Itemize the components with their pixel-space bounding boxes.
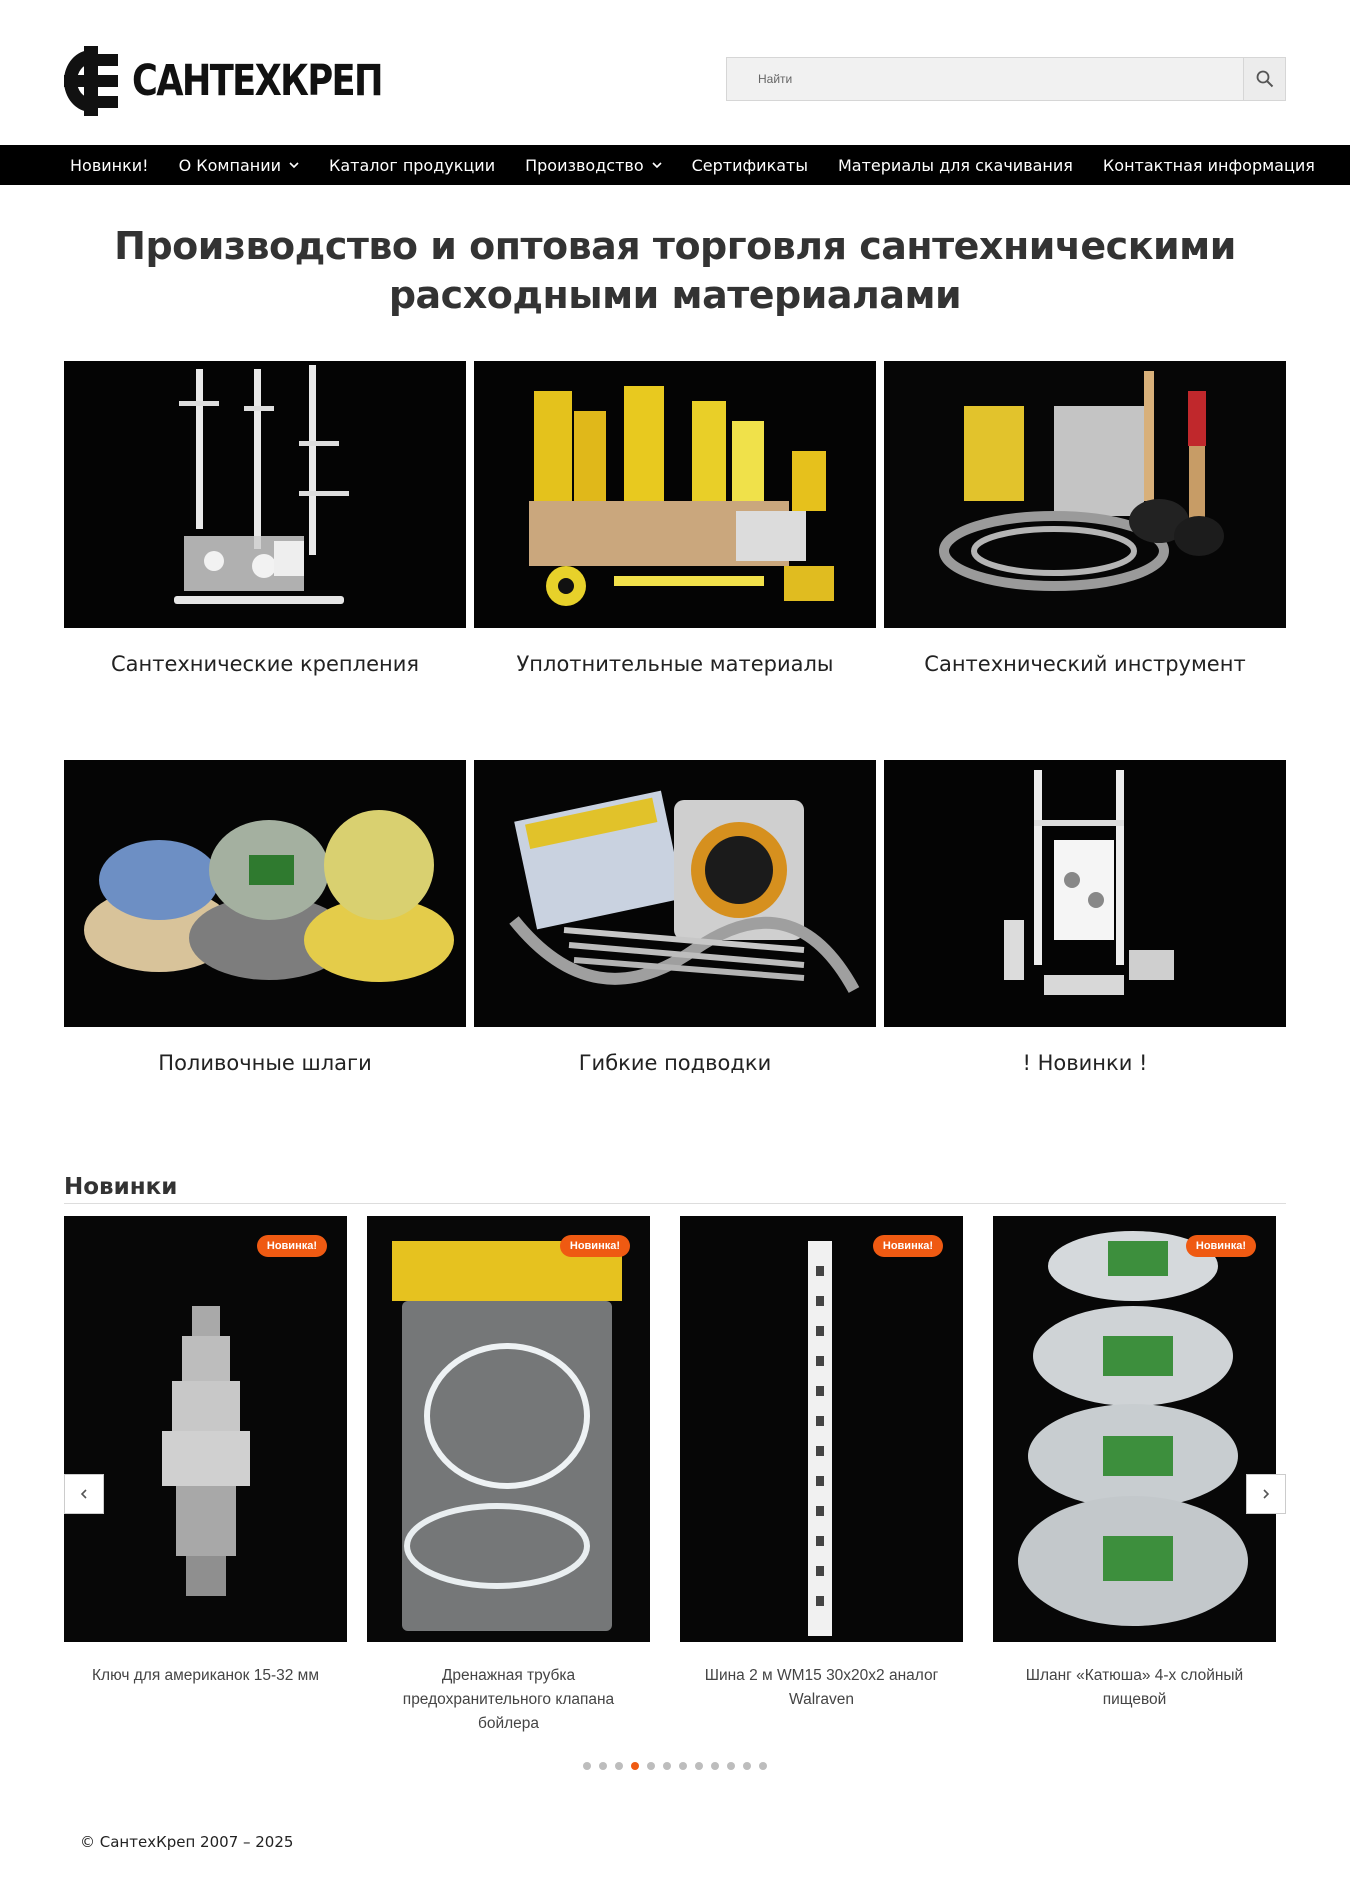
category-card[interactable] xyxy=(64,361,466,676)
carousel-dot[interactable] xyxy=(695,1762,703,1770)
new-badge: Новинка! xyxy=(873,1235,943,1257)
carousel-prev-button[interactable] xyxy=(64,1474,104,1514)
carousel-dot[interactable] xyxy=(663,1762,671,1770)
product-card[interactable] xyxy=(367,1216,650,1736)
nav-item-certificates[interactable]: Сертификаты xyxy=(691,155,808,175)
carousel-dot[interactable] xyxy=(727,1762,735,1770)
product-name[interactable]: Шланг «Катюша» 4-х слойный пищевой xyxy=(1025,1667,1244,1708)
product-image[interactable] xyxy=(64,1216,347,1642)
category-image-tools[interactable] xyxy=(884,361,1286,628)
footer-copyright: © СантехКреп 2007 – 2025 xyxy=(80,1833,294,1851)
category-card[interactable] xyxy=(884,760,1286,1075)
page-title: Производство и оптовая торговля сантехническими расходными материалами xyxy=(114,224,1236,317)
product-card[interactable] xyxy=(680,1216,963,1712)
carousel-dot[interactable] xyxy=(711,1762,719,1770)
brand-name: САНТЕХКРЕП xyxy=(132,56,382,106)
nav-item-novelties[interactable]: Новинки! xyxy=(70,155,149,175)
category-label[interactable]: Сантехнический инструмент xyxy=(924,652,1246,676)
category-card[interactable] xyxy=(474,760,876,1075)
category-card[interactable] xyxy=(884,361,1286,676)
nav-item-downloads[interactable]: Материалы для скачивания xyxy=(838,155,1073,175)
category-image-sealants[interactable] xyxy=(474,361,876,628)
carousel-dot[interactable] xyxy=(759,1762,767,1770)
product-image[interactable] xyxy=(367,1216,650,1642)
carousel-dot[interactable] xyxy=(679,1762,687,1770)
carousel-dot[interactable] xyxy=(615,1762,623,1770)
category-card[interactable] xyxy=(64,760,466,1075)
nav-item-catalog[interactable]: Каталог продукции xyxy=(329,155,496,175)
search-icon xyxy=(1256,70,1274,88)
category-card[interactable] xyxy=(474,361,876,676)
carousel-dot[interactable] xyxy=(583,1762,591,1770)
chevron-right-icon xyxy=(1260,1488,1272,1500)
product-image[interactable] xyxy=(993,1216,1276,1642)
new-badge: Новинка! xyxy=(1186,1235,1256,1257)
santehkrep-logo-icon xyxy=(64,46,118,116)
chevron-down-icon xyxy=(652,160,662,170)
nav-item-contacts[interactable]: Контактная информация xyxy=(1102,155,1315,175)
carousel-dot[interactable] xyxy=(631,1762,639,1770)
new-badge: Новинка! xyxy=(560,1235,630,1257)
search-bar xyxy=(726,57,1286,101)
category-image-flexible-hoses[interactable] xyxy=(474,760,876,1027)
product-card[interactable] xyxy=(64,1216,347,1688)
category-label[interactable]: Сантехнические крепления xyxy=(110,652,420,676)
product-name[interactable]: Шина 2 м WM15 30x20x2 аналог Walraven xyxy=(704,1667,939,1708)
category-label[interactable]: Гибкие подводки xyxy=(578,1051,772,1075)
new-badge: Новинка! xyxy=(257,1235,327,1257)
product-image[interactable] xyxy=(680,1216,963,1642)
carousel-pagination xyxy=(583,1762,775,1770)
product-name[interactable]: Ключ для американок 15-32 мм xyxy=(92,1667,319,1684)
site-header xyxy=(0,0,1350,145)
carousel-next-button[interactable] xyxy=(1246,1474,1286,1514)
main-nav xyxy=(0,145,1350,185)
category-label[interactable]: Уплотнительные материалы xyxy=(516,652,834,676)
search-input[interactable] xyxy=(727,58,1243,100)
section-title: Новинки xyxy=(64,1174,178,1200)
nav-item-about[interactable]: О Компании xyxy=(179,156,299,175)
nav-item-production[interactable]: Производство xyxy=(525,156,662,175)
chevron-left-icon xyxy=(78,1488,90,1500)
product-card[interactable] xyxy=(993,1216,1276,1712)
carousel-dot[interactable] xyxy=(647,1762,655,1770)
category-label[interactable]: Поливочные шлаги xyxy=(158,1051,372,1075)
carousel-dot[interactable] xyxy=(599,1762,607,1770)
category-label[interactable]: ! Новинки ! xyxy=(1022,1051,1148,1075)
product-name[interactable]: Дренажная трубка предохранительного клапана бойлера xyxy=(402,1667,615,1732)
divider xyxy=(64,1203,1286,1204)
carousel-dot[interactable] xyxy=(743,1762,751,1770)
chevron-down-icon xyxy=(289,160,299,170)
category-image-garden-hoses[interactable] xyxy=(64,760,466,1027)
search-button[interactable] xyxy=(1243,58,1285,100)
category-image-novelties[interactable] xyxy=(884,760,1286,1027)
category-image-fasteners[interactable] xyxy=(64,361,466,628)
brand-logo[interactable] xyxy=(64,46,437,116)
